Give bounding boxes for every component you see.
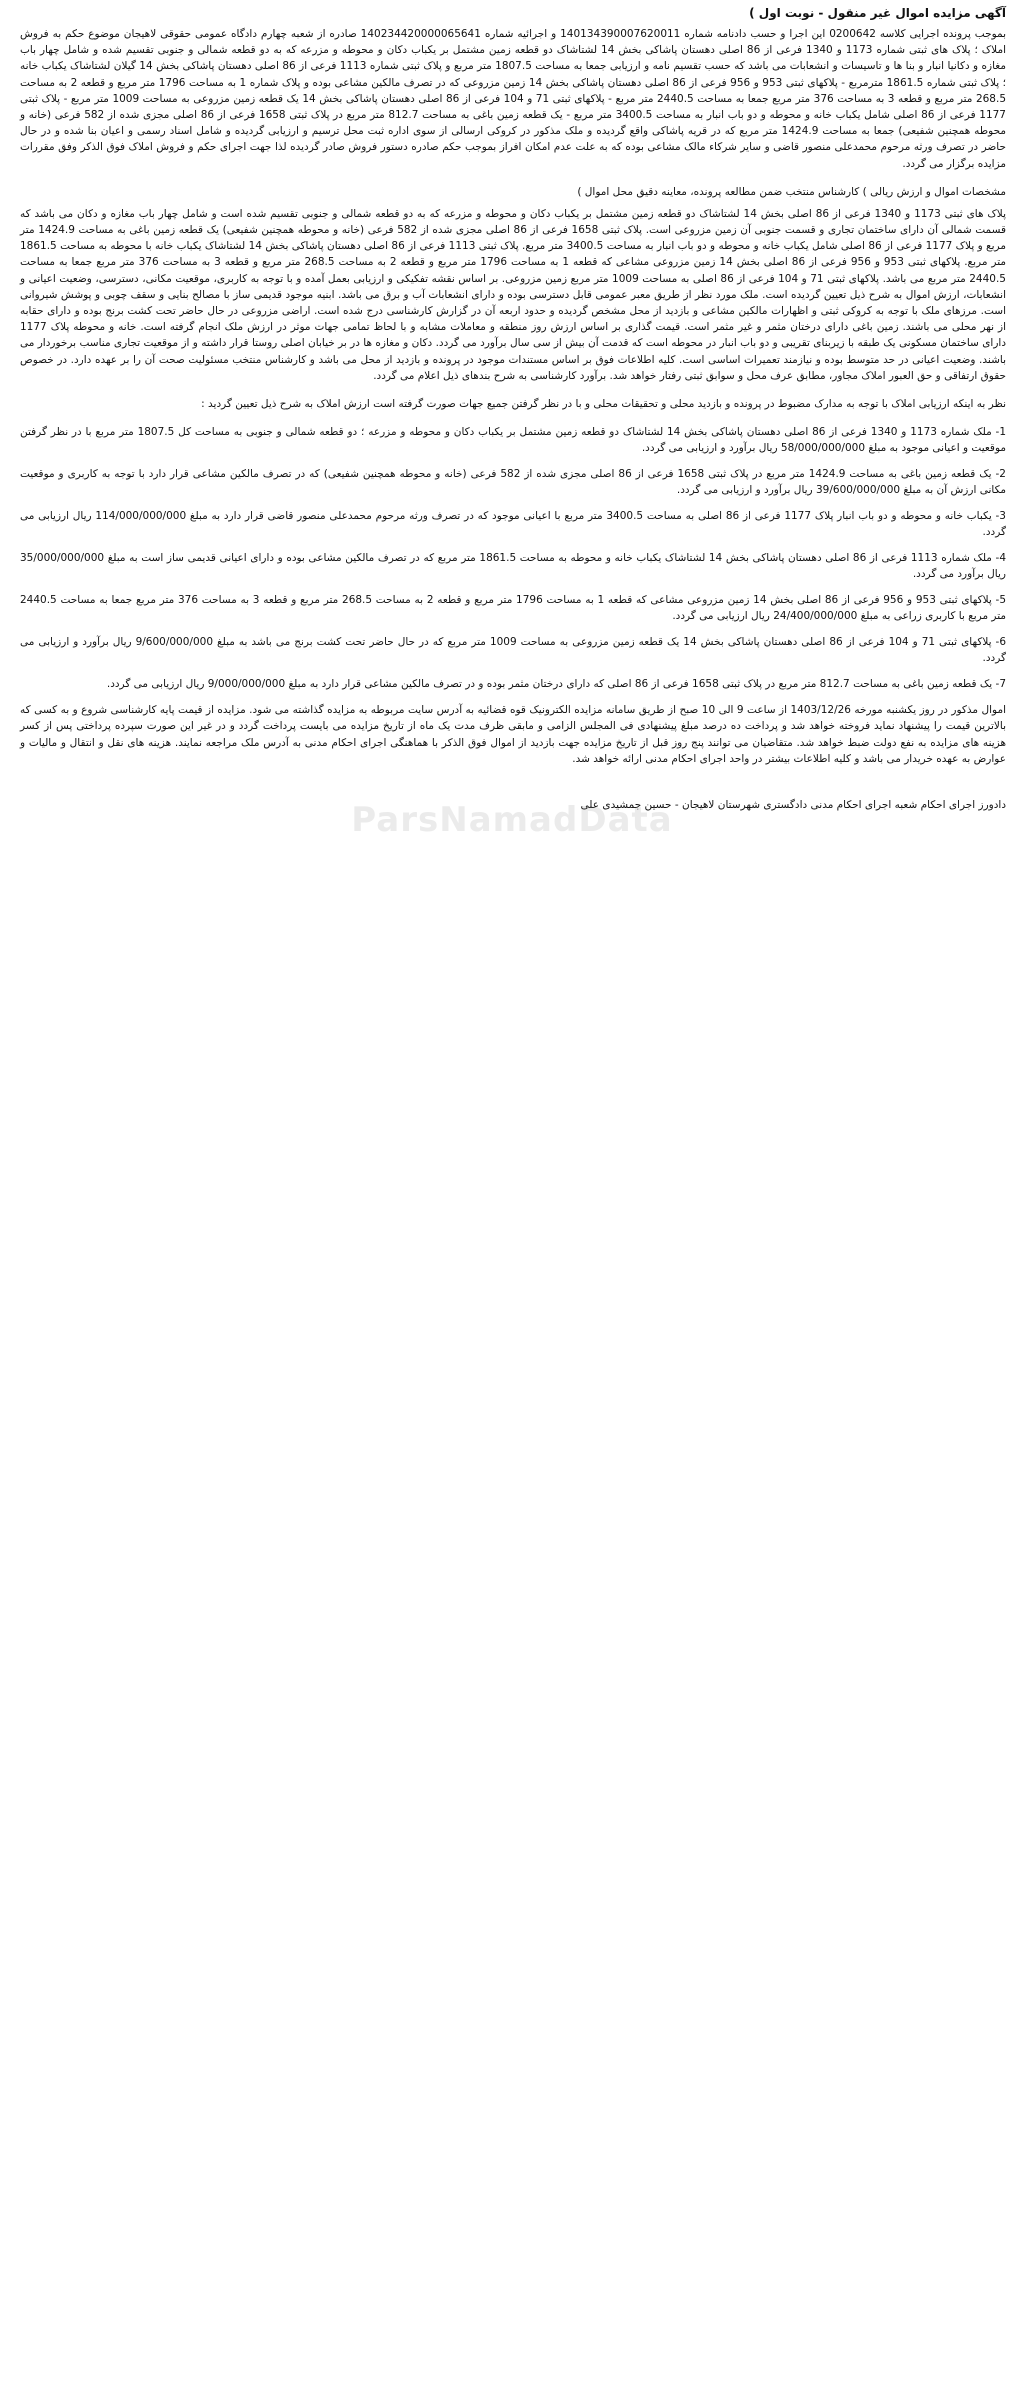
property-specs-heading: مشخصات اموال و ارزش ریالی ) کارشناس منتخب ضمن مطالعه پرونده، معاینه دقیق محل اموال ) [577, 185, 1006, 198]
watermark: ParsNamadData [351, 800, 673, 840]
valuation-intro: نظر به اینکه ارزیابی املاک با توجه به مدارک مضبوط در پرونده و بازدید محلی و تحقیقات محلی و با در نظر گرفتن جمیع جهات صورت گرفته است ارزش املاک به شرح ذیل تعیین گردید : [201, 398, 1006, 411]
valuation-item: 4- ملک شماره 1113 فرعی از 86 اصلی دهستان پاشاکی بخش 14 لشتاشاک یکباب خانه و محوطه به مساحت 1861.5 متر مربع که در تصرف مالکین مشاعی بوده و دارای اعیانی قدیمی ساز است به مبلغ 35/000/000/000 ریال برآورد می گردد. [20, 552, 1007, 581]
property-specs-body: پلاک های ثبتی 1173 و 1340 فرعی از 86 اصلی بخش 14 لشتاشاک دو قطعه زمین مشتمل بر یکباب دکان و محوطه و مزرعه که به دو قطعه شمالی و جنوبی تقسیم شده است و شامل چهار باب مغازه و دکان می باشد که قسمت شمالی آن دارای ساختمان تجاری و قسمت جنوبی آن زمین مزروعی است. پلاک ثبتی 1658 فرعی از 86 اصلی مجزی شده از 582 فرعی (خانه و محوطه همچنین شفیعی) یک قطعه زمین باغی به مساحت 1424.9 متر مربع و پلاک 1177 فرعی از 86 اصلی شامل یکباب خانه و محوطه و دو باب انبار به مساحت 3400.5 متر مربع. پلاک ثبتی 1113 فرعی از 86 اصلی دهستان پاشاکی بخش 14 لشتاشاک یکباب خانه با محوطه به مساحت 1861.5 متر مربع. پلاکهای ثبتی 953 و 956 فرعی از 86 اصلی بخش 14 زمین مزروعی مشاعی که قطعه 1 به مساحت 1796 متر مربع و قطعه 2 به مساحت 268.5 متر مربع و قطعه 3 به مساحت 376 متر مربع جمعا به مساحت 2440.5 متر مربع می باشد. پلاکهای ثبتی 71 و 104 فرعی از 86 اصلی به مساحت 1009 متر مربع زمین مزروعی. بر اساس نقشه تفکیکی و ارزیابی بعمل آمده و با توجه به کاربری، موقعیت مکانی، دسترسی، وضعیت اعیانی و انشعابات، ارزش اموال به شرح ذیل تعیین گردیده است. ملک مورد نظر از طریق معبر عمومی قابل دسترسی بوده و دارای انشعابات آب و برق می باشد. ابنیه موجود قدیمی ساز با مصالح بنایی و سقف چوبی و پوشش شیروانی است. مرزهای ملک با توجه به کروکی ثبتی و اظهارات مالکین مشاعی و بازدید از محل مشخص گردیده و حدود اربعه آن در گزارش کارشناسی درج شده است. اراضی مزروعی در حال حاضر تحت کشت برنج بوده و دارای حقابه از نهر محلی می باشند. زمین باغی دارای درختان مثمر و غیر مثمر است. قیمت گذاری بر اساس ارزش روز منطقه و معاملات مشابه و با لحاظ تمامی جهات موثر در ارزش ملک انجام گرفته است. خانه و محوطه پلاک 1177 دارای ساختمان مسکونی یک طبقه با زیربنای تقریبی و دو باب انبار در محوطه است که قدمت آن بیش از سی سال برآورد می گردد. دکان و مغازه ها در بر خیابان اصلی روستا قرار داشته و از موقعیت تجاری مناسب برخوردار می باشند. وضعیت اعیانی در حد متوسط بوده و نیازمند تعمیرات اساسی است. کلیه اطلاعات فوق بر اساس مستندات موجود در پرونده و بازدید از محل می باشد و کارشناس منتخب مسئولیت صحت آن را بر عهده دارد. در خصوص حقوق ارتفاقی و حق العبور املاک مجاور، مطابق عرف محل و سوابق ثبتی رفتار خواهد شد. برآورد کارشناسی به شرح بندهای ذیل اعلام می گردد. [20, 207, 1007, 382]
separator [20, 384, 1006, 396]
valuation-item: 3- یکباب خانه و محوطه و دو باب انبار پلاک 1177 فرعی از 86 اصلی به مساحت 3400.5 متر مربع با اعیانی موجود که در تصرف ورثه مرحوم محمدعلی منصور قاضی قرار دارد به مبلغ 114/000/000/000 ریال ارزیابی می گردد. [20, 510, 1006, 539]
notice-title: آگهی مزایده اموال غیر منقول - نوبت اول ) [749, 6, 1006, 20]
separator [20, 172, 1006, 184]
valuation-item: 7- یک قطعه زمین باغی به مساحت 812.7 متر مربع در پلاک ثبتی 1658 فرعی از 86 اصلی که دارای درختان مثمر بوده و در تصرف مالکین مشاعی قرار دارد به مبلغ 9/000/000/000 ریال ارزیابی می گردد. [106, 678, 1006, 691]
valuation-list [20, 424, 1006, 692]
separator [20, 412, 1006, 424]
valuation-item: 6- پلاکهای ثبتی 71 و 104 فرعی از 86 اصلی دهستان پاشاکی بخش 14 یک قطعه زمین مزروعی به مساحت 1009 متر مربع که در حال حاضر تحت کشت برنج می باشد به مبلغ 9/600/000/000 ریال برآورد و ارزیابی می گردد. [20, 636, 1006, 665]
valuation-item: 1- ملک شماره 1173 و 1340 فرعی از 86 اصلی دهستان پاشاکی بخش 14 لشتاشاک دو قطعه زمین مشتمل بر یکباب دکان و محوطه و مزرعه ؛ دو قطعه شمالی و جنوبی به مساحت کل 1807.5 متر مربع با در نظر گرفتن موقعیت و اعیانی موجود به مبلغ 58/000/000/000 ریال برآورد و ارزیابی می گردد. [20, 426, 1006, 455]
auction-terms: اموال مذکور در روز یکشنبه مورخه 1403/12/26 از ساعت 9 الی 10 صبح از طریق سامانه مزایده الکترونیک قوه قضائیه به آدرس سایت مربوطه به مزایده گذاشته می شود. مزایده از قیمت پایه کارشناسی شروع و به کسی که بالاترین قیمت را پیشنهاد نماید فروخته خواهد شد و پرداخت ده درصد مبلغ پیشنهادی فی المجلس الزامی و مابقی ظرف مدت یک ماه از تاریخ مزایده می بایست پرداخت گردد و در غیر این صورت سپرده پرداختی پس از کسر هزینه های مزایده به نفع دولت ضبط خواهد شد. متقاضیان می توانند پنج روز قبل از تاریخ مزایده جهت بازدید از اموال فوق الذکر با هماهنگی اجرای احکام مدنی به آدرس ملک مراجعه نمایند. هزینه های نقل و انتقال و مالیات و عوارض به عهده خریدار می باشد و کلیه اطلاعات بیشتر در واحد اجرای احکام مدنی ارائه خواهد شد. [20, 704, 1006, 765]
valuation-item: 2- یک قطعه زمین باغی به مساحت 1424.9 متر مربع در پلاک ثبتی 1658 فرعی از 86 اصلی مجزی شده از 582 فرعی (خانه و محوطه همچنین شفیعی) که در تصرف مالکین مشاعی قرار دارد با توجه به کاربری و موقعیت مکانی ارزش آن به مبلغ 39/600/000/000 ریال برآورد و ارزیابی می گردد. [20, 468, 1006, 497]
valuation-item: 5- پلاکهای ثبتی 953 و 956 فرعی از 86 اصلی بخش 14 زمین مزروعی مشاعی که قطعه 1 به مساحت 1796 متر مربع و قطعه 2 به مساحت 268.5 متر مربع و قطعه 3 به مساحت 376 متر مربع جمعا به مساحت 2440.5 متر مربع با کاربری زراعی به مبلغ 24/400/000/000 ریال ارزیابی می گردد. [20, 594, 1006, 623]
notice-page [20, 4, 1006, 813]
notice-intro: بموجب پرونده اجرایی کلاسه 0200642 این اجرا و حسب دادنامه شماره 140134390007620011 و اجرائیه شماره 140234420000065641 صادره از شعبه چهارم دادگاه عمومی حقوقی لاهیجان موضوع حکم به فروش املاک ؛ پلاک های ثبتی شماره 1173 و 1340 فرعی از 86 اصلی دهستان پاشاکی بخش 14 لشتاشاک دو قطعه زمین مشتمل بر یکباب دکان و محوطه و مزرعه که به دو قطعه شمالی و جنوبی تقسیم شده و شامل چهار باب مغازه و دکانیا انبار و بنا ها و تاسیسات و انشعابات می باشد که حسب تقسیم نامه و ارزیابی جمعا به مساحت 1807.5 متر مربع و پلاک ثبتی شماره 1113 فرعی از 86 اصلی دهستان پاشاکی بخش 14 گیلان لشتاشاک یکباب خانه ؛ پلاک ثبتی شماره 1861.5 مترمربع - پلاکهای ثبتی 953 و 956 فرعی از 86 اصلی دهستان پاشاکی بخش 14 زمین مزروعی که در تصرف مالکین مشاعی بوده و پلاک شماره 1 به مساحت 1796 متر مربع و قطعه 2 به مساحت 268.5 متر مربع و قطعه 3 به مساحت 376 متر مربع جمعا به مساحت 2440.5 متر مربع - پلاکهای ثبتی 71 و 104 فرعی از 86 اصلی دهستان پاشاکی بخش 14 یک قطعه زمین مزروعی به مساحت 1009 متر مربع - پلاک ثبتی 1177 فرعی از 86 اصلی شامل یکباب خانه و محوطه و دو باب انبار به مساحت 3400.5 متر مربع - یک قطعه زمین باغی به مساحت 812.7 متر مربع در پلاک ثبتی 1658 فرعی از 86 اصلی مجزی شده از 582 فرعی (خانه و محوطه همچنین شفیعی) جمعا به مساحت 1424.9 متر مربع که در قریه پاشاکی واقع گردیده و ملک مذکور در کروکی ارسالی از سوی اداره ثبت محل ترسیم و ارزیابی گردیده و شامل اسناد رسمی و اعیان بنا شده و در حال حاضر در تصرف ورثه مرحوم محمدعلی منصور قاضی و سایر شرکاء مالک مشاعی بوده که به علت عدم امکان افراز بموجب حکم صادره دستور فروش صادر گردیده لذا جهت اجرای حکم و فروش املاک فوق الذکر وفق مقررات مزایده برگزار می گردد. [20, 28, 1007, 170]
signature-line: دادورز اجرای احکام شعبه اجرای احکام مدنی دادگستری شهرستان لاهیجان - حسین جمشیدی علی [580, 799, 1006, 812]
